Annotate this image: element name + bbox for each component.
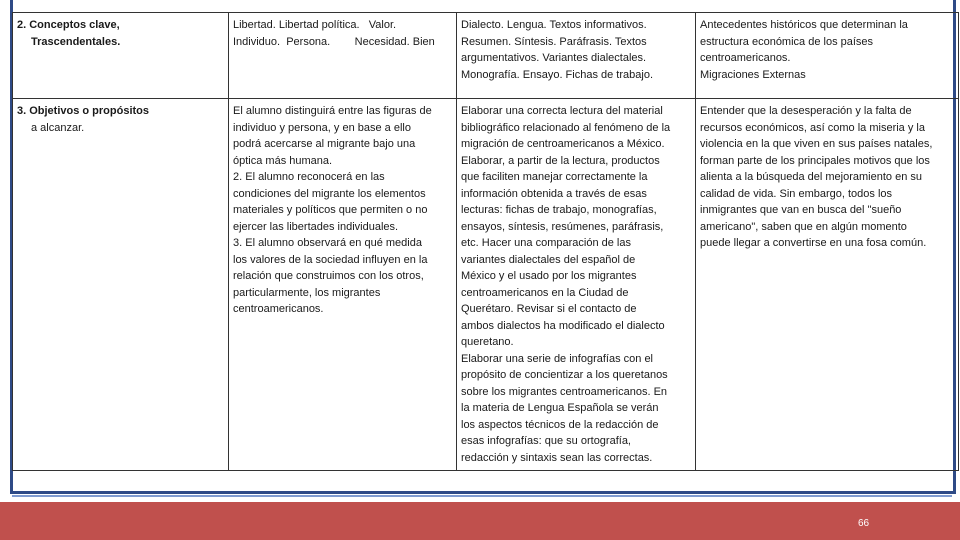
text-line: Antecedentes históricos que determinan la xyxy=(700,19,908,31)
text-line: calidad de vida. Sin embargo, todos los xyxy=(700,187,893,200)
text-line: 3. El alumno observará en qué medida xyxy=(233,237,422,249)
text-line: Entender que la desesperación y la falta de xyxy=(700,105,912,117)
content-table xyxy=(12,12,959,471)
text-line: violencia en la que viven en sus países natales, xyxy=(700,138,933,150)
text-line: etc. Hacer una comparación de las xyxy=(461,237,631,249)
text-line: Individuo. Persona. Necesidad. Bien xyxy=(233,35,435,48)
text-line: forman parte de los principales motivos que los xyxy=(700,154,930,167)
text-line: 2. El alumno reconocerá en las xyxy=(233,171,385,183)
text-line: bibliográfico relacionado al fenómeno de la xyxy=(461,121,671,134)
row-label-number: 2. Conceptos clave, xyxy=(17,19,120,31)
text-line: puede llegar a convertirse en una fosa común. xyxy=(700,237,927,249)
page-number: 66 xyxy=(858,518,870,529)
text-line: los valores de la sociedad influyen en la xyxy=(233,253,428,266)
text-line: información obtenida a través de esas xyxy=(461,187,647,200)
text-line: migración de centroamericanos a México. xyxy=(461,138,665,150)
text-line: particularmente, los migrantes xyxy=(233,286,381,299)
text-line: recursos económicos, así como la miseria y la xyxy=(700,121,925,134)
history-cell xyxy=(696,13,959,99)
text-line: estructura económica de los países xyxy=(700,35,874,48)
context-cell xyxy=(696,99,959,471)
text-line: centroamericanos en la Ciudad de xyxy=(461,286,629,299)
text-line: sobre los migrantes centroamericanos. En xyxy=(461,385,668,398)
text-line: El alumno distinguirá entre las figuras de xyxy=(233,105,432,117)
text-line: que faciliten manejar correctamente la xyxy=(461,171,648,183)
text-line: Dialecto. Lengua. Textos informativos. xyxy=(461,19,647,31)
text-line: Querétaro. Revisar si el contacto de xyxy=(461,303,637,315)
text-line: americano", saben que en algún momento xyxy=(700,220,907,233)
row-label-rest: a alcanzar. xyxy=(31,121,85,134)
text-line: propósito de concientizar a los queretanos xyxy=(461,369,668,381)
text-line: centroamericanos. xyxy=(233,303,324,315)
text-line: esas infografías: que su ortografía, xyxy=(461,435,631,447)
text-line: Elaborar una serie de infografías con el xyxy=(461,352,654,365)
topics-cell xyxy=(457,13,696,99)
row-label-rest: Trascendentales. xyxy=(31,35,121,48)
text-line: podrá acercarse al migrante bajo una xyxy=(233,138,416,150)
table-row xyxy=(13,13,959,99)
text-line: ejercer las libertades individuales. xyxy=(233,220,399,233)
text-line: lecturas: fichas de trabajo, monografías, xyxy=(461,204,657,216)
concepts-cell xyxy=(229,13,457,99)
text-line: queretano. xyxy=(461,336,514,348)
text-line: relación que construimos con los otros, xyxy=(233,270,424,282)
text-line: Elaborar una correcta lectura del material xyxy=(461,105,663,117)
row-label-objetivos xyxy=(13,99,229,471)
activities-cell xyxy=(457,99,696,471)
text-line: materiales y políticos que permiten o no xyxy=(233,204,428,216)
text-line: ambos dialectos ha modificado el dialecto xyxy=(461,319,665,332)
text-line: Elaborar, a partir de la lectura, productos xyxy=(461,154,660,167)
text-line: individuo y persona, y en base a ello xyxy=(233,121,411,134)
text-line: condiciones del migrante los elementos xyxy=(233,187,426,200)
text-line: Monografía. Ensayo. Fichas de trabajo. xyxy=(461,68,653,81)
row-label-conceptos xyxy=(13,13,229,99)
text-line: centroamericanos. xyxy=(700,52,791,64)
text-line: México y el usado por los migrantes xyxy=(461,270,637,282)
text-line: Libertad. Libertad política. Valor. xyxy=(233,19,397,31)
text-line: Migraciones Externas xyxy=(700,68,806,81)
table-row xyxy=(13,99,959,471)
text-line: óptica más humana. xyxy=(233,154,333,167)
row-label-number: 3. Objetivos o propósitos xyxy=(17,105,150,117)
bottom-stripe xyxy=(12,495,952,497)
text-line: la materia de Lengua Española se verán xyxy=(461,402,659,414)
text-line: argumentativos. Variantes dialectales. xyxy=(461,52,647,64)
text-line: redacción y sintaxis sean las correctas. xyxy=(461,451,653,464)
text-line: alienta a la búsqueda del mejoramiento en su xyxy=(700,171,922,183)
text-line: Resumen. Síntesis. Paráfrasis. Textos xyxy=(461,35,647,48)
text-line: inmigrantes que van en busca del "sueño xyxy=(700,204,902,216)
text-line: ensayos, síntesis, resúmenes, paráfrasis, xyxy=(461,220,664,233)
footer-bar xyxy=(0,502,960,540)
text-line: variantes dialectales del español de xyxy=(461,253,636,266)
text-line: los aspectos técnicos de la redacción de xyxy=(461,418,659,431)
objectives-cell xyxy=(229,99,457,471)
